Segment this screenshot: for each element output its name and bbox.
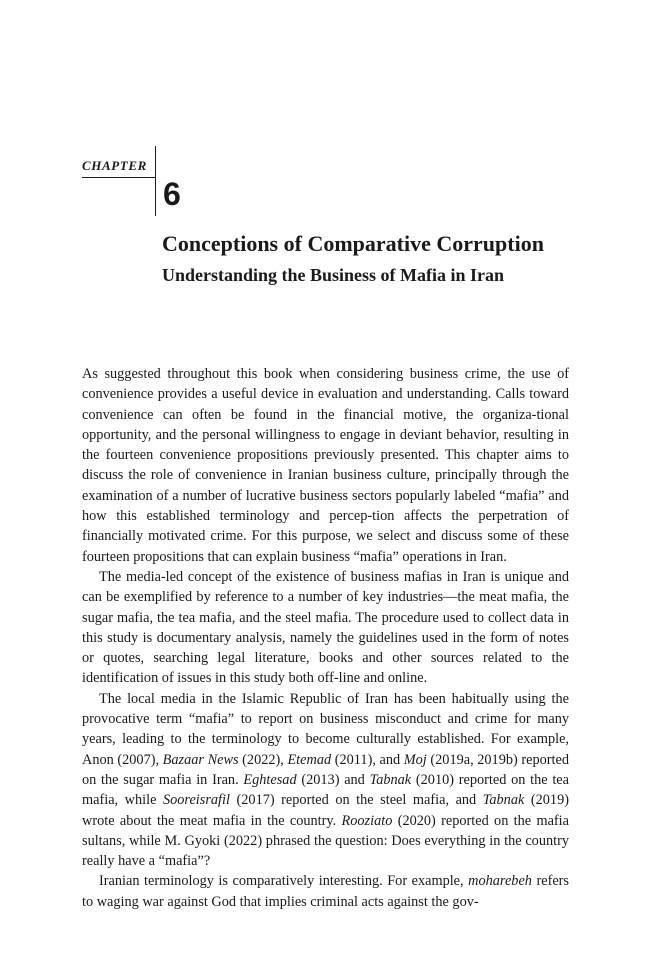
text-run: (2022), — [238, 751, 288, 768]
citation-italic: Tabnak — [369, 771, 412, 788]
citation-italic: moharebeh — [468, 873, 532, 890]
text-run: (2019a, 2019b) reported on the sugar mafia in Iran. — [82, 751, 569, 788]
text-run: The local media in the Islamic Republic of Iran has been habitually using the provocative term “mafia” to report on business misconduct and crime for many years, leading to the terminology to become culturally established. For example, Anon (2007), — [82, 690, 569, 768]
text-run: (2013) and — [296, 771, 370, 788]
text-run: (2019) wrote about the meat mafia in the country. — [82, 792, 569, 829]
text-run: As suggested throughout this book when considering business crime, the use of convenience provides a useful device in evaluation and understanding. Calls toward convenience can often be found in the financial motive, the organiza-tional opportunity, and the personal willingness to engage in deviant behavior, resulting in the fourteen convenience propositions previously presented. This chapter aims to discuss the role of convenience in Iranian business culture, principally through the examination of a number of lucrative business sectors popularly labeled “mafia” and how this established terminology and percep-tion affects the perpetration of financially motivated crime. For this purpose, we select and discuss some of these fourteen propositions that can explain business “mafia” operations in Iran. — [82, 366, 569, 565]
text-run: The media-led concept of the existence of business mafias in Iran is unique and can be exemplified by reference to a number of key industries—the meat mafia, the sugar mafia, the tea mafia, and the steel mafia. The procedure used to collect data in this study is documentary analysis, namely the guidelines used in the form of notes or quotes, searching legal literature, books and other sources related to the identification of issues in this study both off-line and online. — [82, 568, 569, 687]
paragraph-4 — [82, 871, 569, 912]
citation-italic: Bazaar News — [162, 751, 239, 768]
text-run: (2020) reported on the mafia sultans, while M. Gyoki (2022) phrased the question: Does everything in the country really have a “mafia”? — [82, 812, 569, 870]
chapter-horizontal-rule — [82, 177, 156, 178]
chapter-number: 6 — [163, 176, 181, 212]
text-run: Iranian terminology is comparatively interesting. For example, — [99, 873, 469, 890]
text-run: (2017) reported on the steel mafia, and — [229, 792, 483, 809]
chapter-title: Conceptions of Comparative Corruption — [162, 231, 544, 256]
text-run: (2010) reported on the tea mafia, while — [82, 771, 569, 809]
text-run: refers to waging war against God that implies criminal acts against the gov- — [82, 873, 569, 910]
text-run: (2011), and — [331, 751, 404, 768]
paragraph-1 — [82, 364, 569, 567]
citation-italic: Tabnak — [482, 792, 525, 809]
citation-italic: Etemad — [287, 751, 332, 768]
chapter-vertical-rule — [155, 146, 156, 216]
chapter-label: CHAPTER — [82, 158, 147, 173]
paragraph-2 — [82, 567, 569, 689]
body-text — [82, 364, 569, 912]
chapter-subtitle: Understanding the Business of Mafia in Iran — [162, 265, 505, 285]
citation-italic: Sooreisrafil — [162, 792, 230, 809]
citation-italic: Eghtesad — [243, 771, 297, 788]
paragraph-3 — [82, 689, 569, 872]
citation-italic: Moj — [403, 751, 427, 768]
citation-italic: Rooziato — [341, 812, 393, 829]
